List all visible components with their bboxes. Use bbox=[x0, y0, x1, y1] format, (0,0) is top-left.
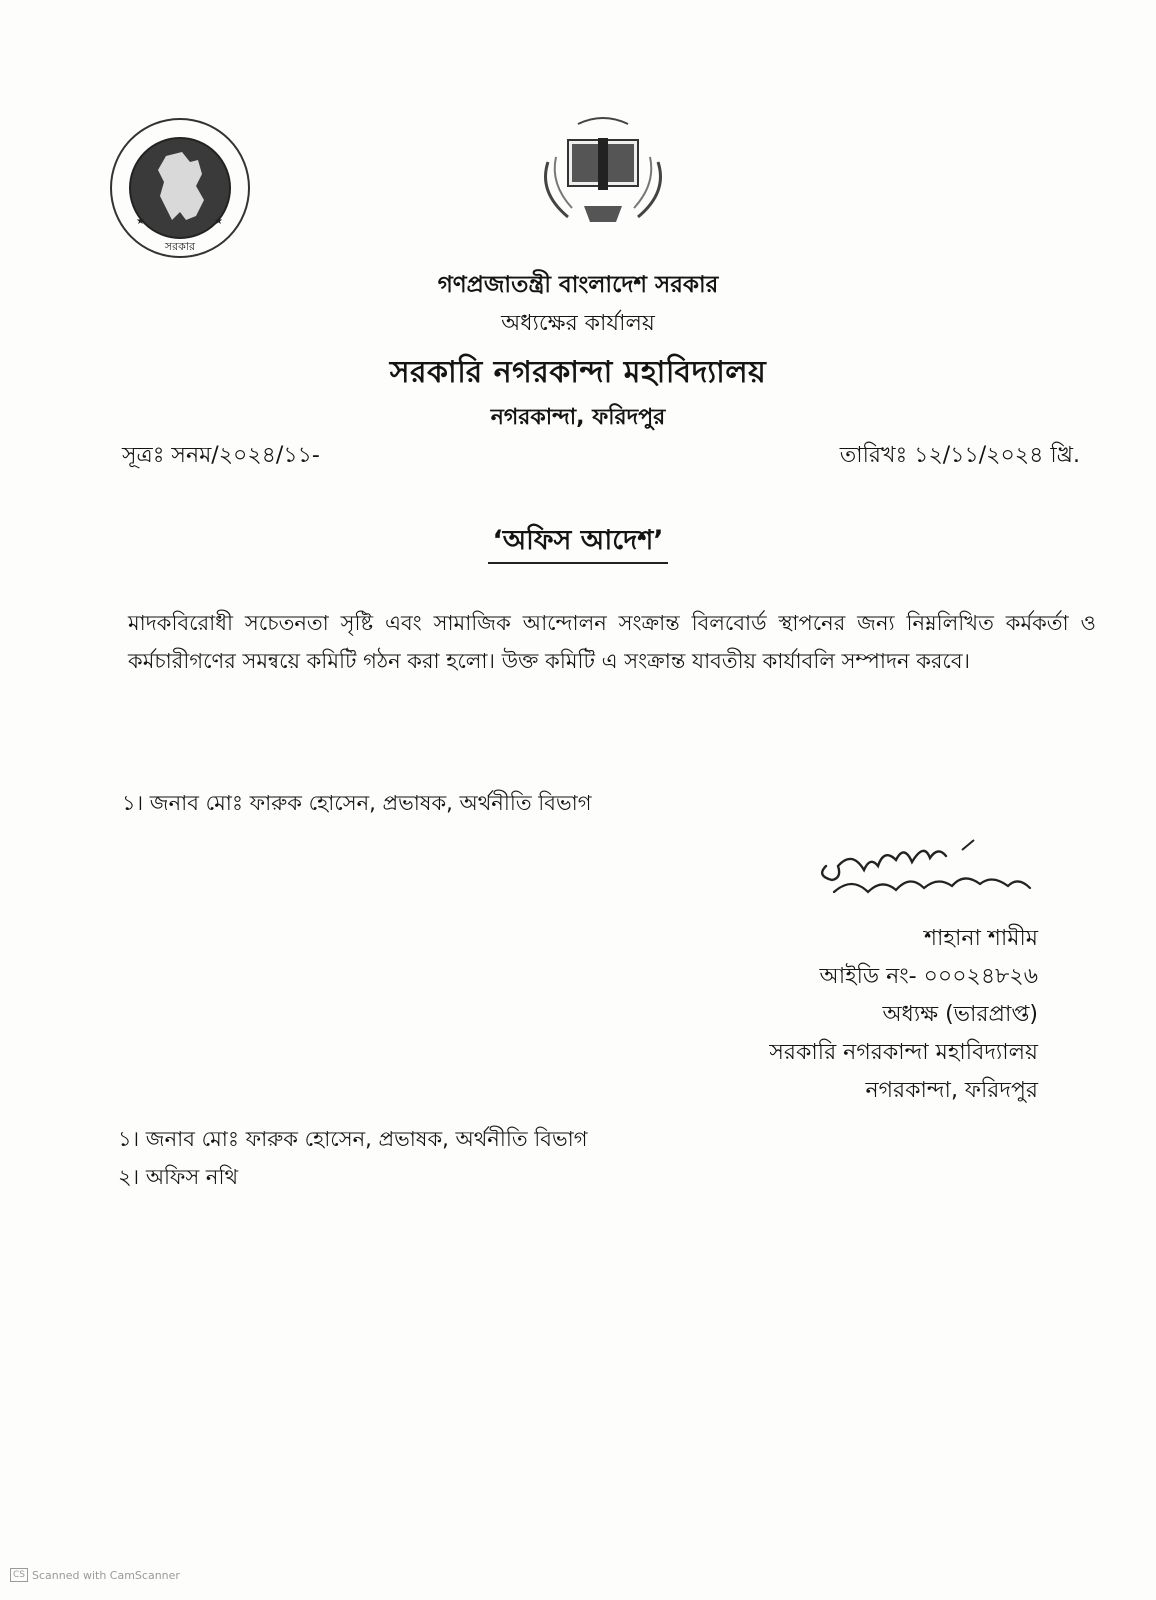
scanner-watermark-text: Scanned with CamScanner bbox=[32, 1568, 180, 1582]
college-location: নগরকান্দা, ফরিদপুর bbox=[490, 405, 666, 430]
reference-number: সূত্রঃ সনম/২০২৪/১১- bbox=[122, 443, 320, 468]
committee-member: ১। জনাব মোঃ ফারুক হোসেন, প্রভাষক, অর্থনীতি বিভাগ bbox=[122, 791, 592, 815]
camscanner-badge-icon: CS bbox=[10, 1568, 28, 1582]
seal-text: সরকার bbox=[164, 240, 196, 253]
order-body: মাদকবিরোধী সচেতনতা সৃষ্টি এবং সামাজিক আন্দোলন সংক্রান্ত বিলবোর্ড স্থাপনের জন্য নিম্নলিখিত কর্মকর্তা ও কর্মচারীগণের সমন্বয়ে কমিটি গঠন করা হলো। উক্ত কমিটি এ সংক্রান্ত যাবতীয় কার্যাবলি সম্পাদন করবে। bbox=[128, 611, 1096, 673]
order-title-text: ‘অফিস আদেশ’ bbox=[488, 525, 667, 564]
office-heading: অধ্যক্ষের কার্যালয় bbox=[501, 311, 655, 336]
scanner-watermark bbox=[10, 1568, 180, 1582]
government-seal-logo bbox=[108, 116, 252, 260]
signatory-designation: অধ্যক্ষ (ভারপ্রাপ্ত) bbox=[882, 1002, 1038, 1027]
copy-distribution-list bbox=[118, 1120, 587, 1196]
government-heading: গণপ্রজাতন্ত্রী বাংলাদেশ সরকার bbox=[437, 272, 719, 298]
college-emblem-logo bbox=[528, 112, 678, 234]
signatory-location: নগরকান্দা, ফরিদপুর bbox=[865, 1078, 1038, 1103]
order-title bbox=[0, 520, 1156, 565]
signatory-name: শাহানা শামীম bbox=[924, 926, 1038, 951]
college-name-heading: সরকারি নগরকান্দা মহাবিদ্যালয় bbox=[389, 355, 767, 390]
copy-item: ১। জনাব মোঃ ফারুক হোসেন, প্রভাষক, অর্থনীতি বিভাগ bbox=[118, 1127, 588, 1151]
svg-text:★: ★ bbox=[214, 216, 223, 227]
signatory-id: আইডি নং- ০০০২৪৮২৬ bbox=[819, 964, 1038, 989]
signatory-college: সরকারি নগরকান্দা মহাবিদ্যালয় bbox=[769, 1040, 1038, 1065]
signatory-block bbox=[658, 920, 1038, 1110]
copy-item: ২। অফিস নথি bbox=[118, 1165, 239, 1189]
svg-text:★: ★ bbox=[136, 216, 145, 227]
handwritten-signature bbox=[812, 836, 1042, 902]
document-date: তারিখঃ ১২/১১/২০২৪ খ্রি. bbox=[839, 443, 1080, 468]
